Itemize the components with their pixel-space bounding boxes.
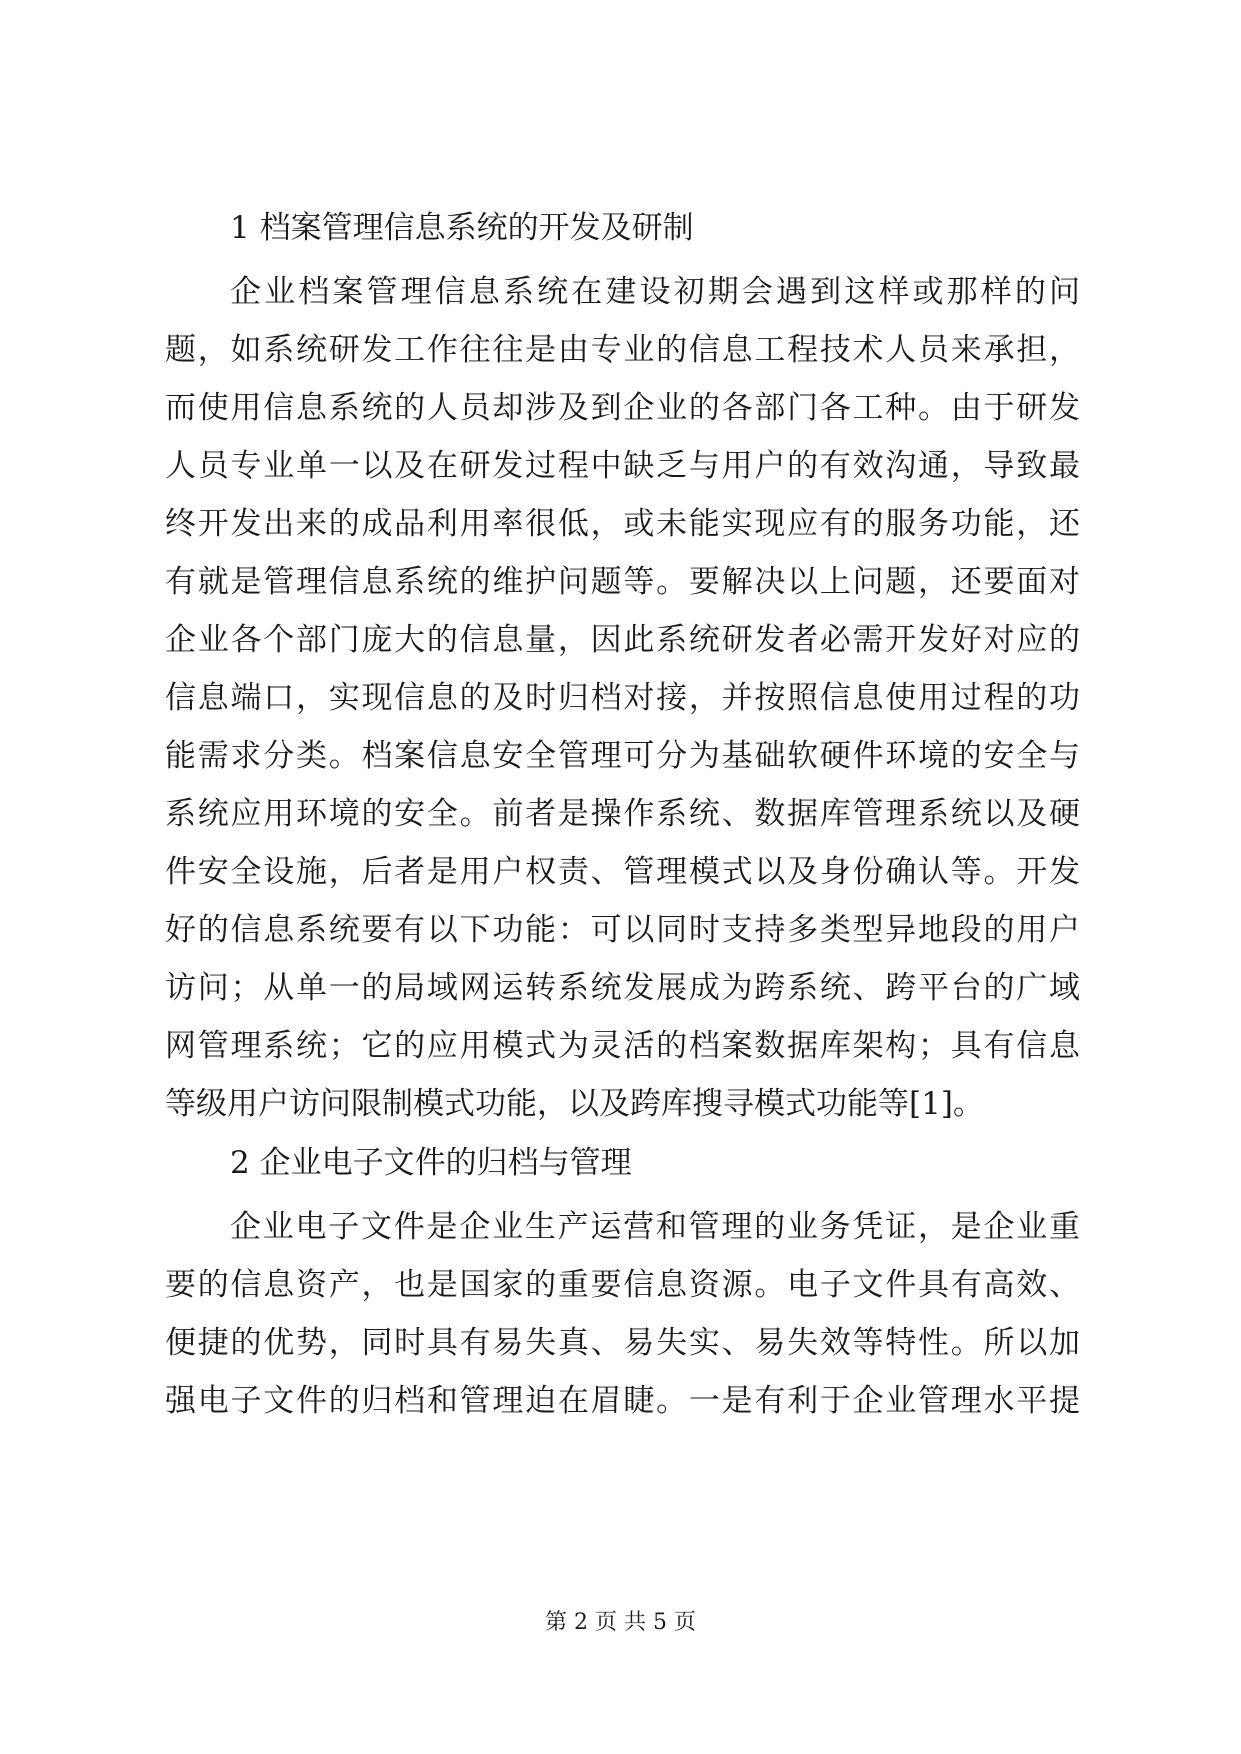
- section-heading: 1 档案管理信息系统的开发及研制: [230, 210, 694, 246]
- paragraph-line: 有就是管理信息系统的维护问题等。要解决以上问题，还要面对: [165, 564, 1080, 600]
- paragraph-line: 件安全设施，后者是用户权责、管理模式以及身份确认等。开发: [165, 854, 1080, 890]
- paragraph-line: 访问；从单一的局域网运转系统发展成为跨系统、跨平台的广域: [165, 970, 1080, 1006]
- section-heading: 2 企业电子文件的归档与管理: [230, 1145, 632, 1181]
- paragraph-line: 终开发出来的成品利用率很低，或未能实现应有的服务功能，还: [165, 506, 1080, 542]
- paragraph-line: 题，如系统研发工作往往是由专业的信息工程技术人员来承担，: [165, 332, 1080, 368]
- paragraph-line: 系统应用环境的安全。前者是操作系统、数据库管理系统以及硬: [165, 796, 1080, 832]
- paragraph-line: 网管理系统；它的应用模式为灵活的档案数据库架构；具有信息: [165, 1028, 1080, 1064]
- paragraph-line: 信息端口，实现信息的及时归档对接，并按照信息使用过程的功: [165, 680, 1080, 716]
- paragraph-line: 能需求分类。档案信息安全管理可分为基础软硬件环境的安全与: [165, 738, 1080, 774]
- paragraph-line: 好的信息系统要有以下功能：可以同时支持多类型异地段的用户: [165, 912, 1080, 948]
- paragraph-line: 而使用信息系统的人员却涉及到企业的各部门各工种。由于研发: [165, 390, 1080, 426]
- paragraph-line: 企业档案管理信息系统在建设初期会遇到这样或那样的问: [230, 274, 1080, 310]
- paragraph-line: 人员专业单一以及在研发过程中缺乏与用户的有效沟通，导致最: [165, 448, 1080, 484]
- paragraph-line: 企业电子文件是企业生产运营和管理的业务凭证，是企业重: [230, 1209, 1080, 1245]
- paragraph-line: 强电子文件的归档和管理迫在眉睫。一是有利于企业管理水平提: [165, 1383, 1080, 1419]
- paragraph-line: 等级用户访问限制模式功能，以及跨库搜寻模式功能等[1]。: [165, 1086, 984, 1122]
- paragraph-line: 企业各个部门庞大的信息量，因此系统研发者必需开发好对应的: [165, 622, 1080, 658]
- paragraph-line: 便捷的优势，同时具有易失真、易失实、易失效等特性。所以加: [165, 1325, 1080, 1361]
- paragraph-line: 要的信息资产，也是国家的重要信息资源。电子文件具有高效、: [165, 1267, 1080, 1303]
- page-footer: 第 2 页 共 5 页: [545, 1610, 696, 1635]
